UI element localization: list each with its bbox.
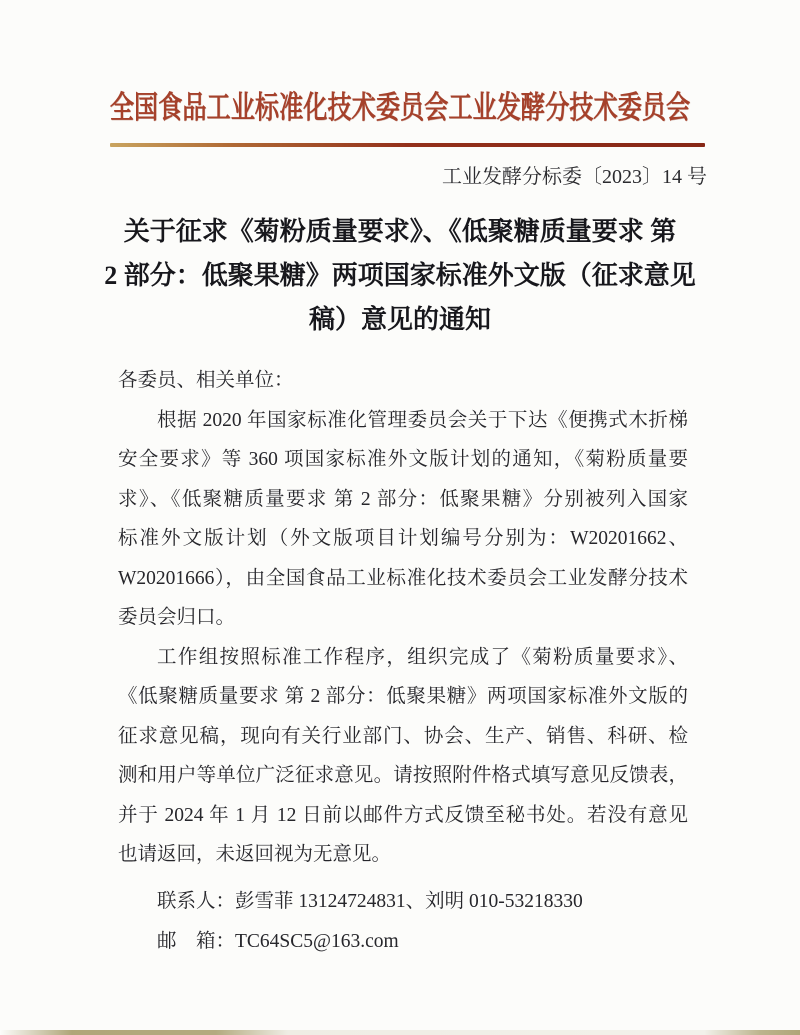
letterhead (0, 0, 800, 127)
body-line: 委员会归口。 (118, 607, 236, 628)
notice-body (118, 361, 688, 875)
salutation: 各委员、相关单位： (118, 370, 294, 391)
paragraph-1 (118, 401, 688, 638)
notice-title-line-1: 关于征求《菊粉质量要求》、《低聚糖质量要求 第 (123, 217, 677, 246)
notice-title (90, 210, 710, 342)
body-line: 《低聚糖质量要求 第 2 部分：低聚果糖》两项国家标准外文版的 (118, 686, 688, 707)
body-line: 并于 2024 年 1 月 12 日前以邮件方式反馈至秘书处。若没有意见 (118, 804, 688, 826)
body-line: 测和用户等单位广泛征求意见。请按照附件格式填写意见反馈表， (118, 765, 688, 786)
letterhead-title: 全国食品工业标准化技术委员会工业发酵分技术委员会 (109, 90, 691, 125)
letterhead-rule-divider (110, 143, 705, 147)
body-line: 征求意见稿，现向有关行业部门、协会、生产、销售、科研、检 (118, 725, 688, 747)
contact-person-line: 联系人：彭雪菲 13124724831、刘明 010-53218330 (157, 890, 583, 912)
body-line: 工作组按照标准工作程序，组织完成了《菊粉质量要求》、 (157, 646, 688, 668)
body-line: 也请返回，未返回视为无意见。 (118, 844, 392, 865)
body-line: 标准外文版计划（外文版项目计划编号分别为：W20201662、 (118, 528, 688, 549)
body-line: 安全要求》等 360 项国家标准外文版计划的通知，《菊粉质量要 (118, 449, 688, 470)
contact-email-line: 邮 箱：TC64SC5@163.com (157, 930, 399, 952)
body-line: W20201666），由全国食品工业标准化技术委员会工业发酵分技术 (118, 567, 688, 589)
body-line: 根据 2020 年国家标准化管理委员会关于下达《便携式木折梯 (157, 409, 688, 431)
paragraph-2 (118, 638, 688, 875)
document-number: 工业发酵分标委〔2023〕14 号 (442, 166, 707, 188)
notice-title-line-2: 2 部分：低聚果糖》两项国家标准外文版（征求意见 (104, 261, 696, 290)
notice-title-line-3: 稿）意见的通知 (308, 305, 491, 334)
body-line: 求》、《低聚糖质量要求 第 2 部分：低聚果糖》分别被列入国家 (118, 488, 688, 510)
contact-info (118, 882, 688, 962)
scan-edge-artifact (0, 1030, 800, 1035)
